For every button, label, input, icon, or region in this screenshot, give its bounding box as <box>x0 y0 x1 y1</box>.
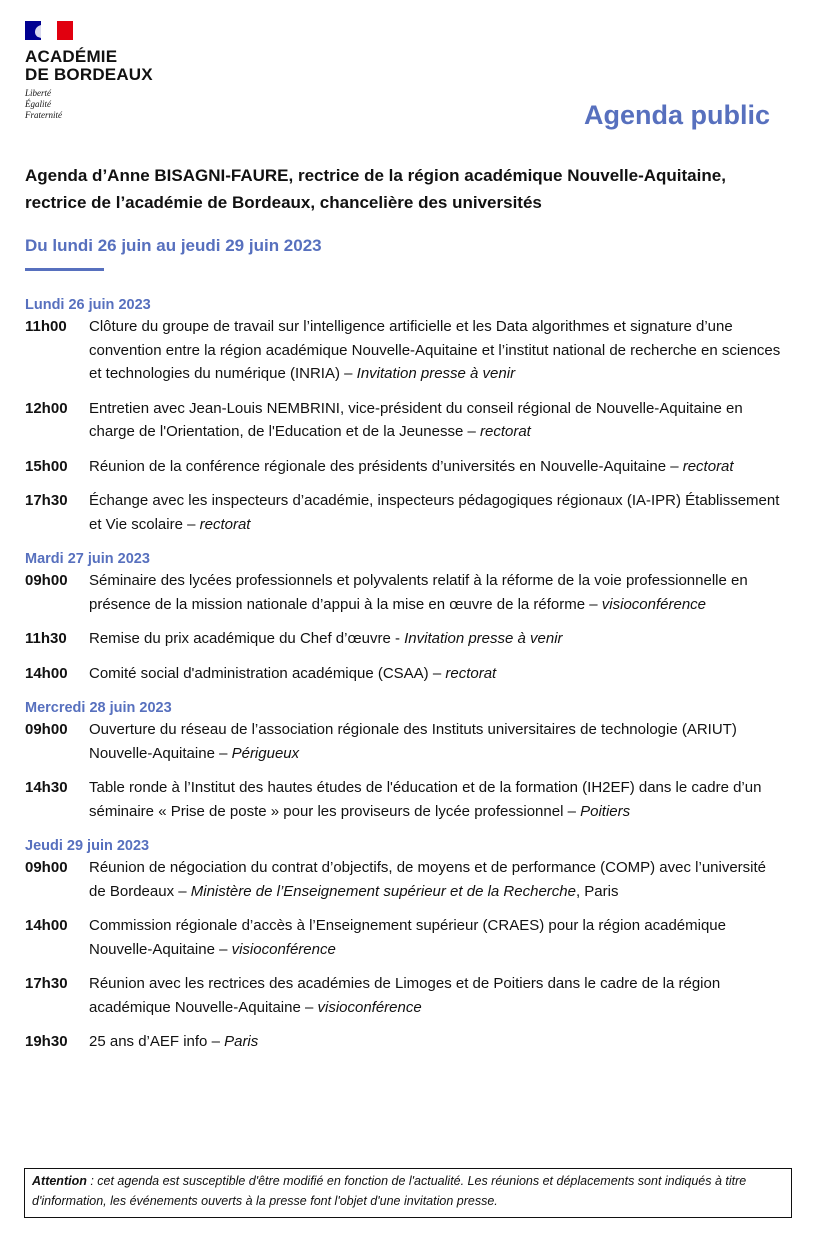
agenda-event <box>25 569 785 616</box>
event-description <box>89 972 785 1019</box>
event-time: 14h30 <box>25 779 68 796</box>
flag-red-band <box>57 21 73 40</box>
event-time: 11h30 <box>25 630 67 647</box>
agenda-event <box>25 627 785 651</box>
agenda-period: Du lundi 26 juin au jeudi 29 juin 2023 <box>25 236 322 255</box>
attention-notice <box>24 1168 792 1218</box>
event-description <box>89 662 785 686</box>
agenda-days <box>25 295 785 1067</box>
event-text: Clôture du groupe de travail sur l’intelligence artificielle et les Data algorithmes et signature d’une convention entre la région académique Nouvelle-Aquitaine et l’institut national de recherche en sciences et technologies du numérique (INRIA) – <box>89 318 781 382</box>
page-title: Agenda public <box>583 100 770 130</box>
day-title: Mardi 27 juin 2023 <box>25 551 150 567</box>
notice-text: : cet agenda est susceptible d'être modifié en fonction de l'actualité. Les réunions et déplacements sont indiqués à titre d'information, les événements ouverts à la presse font l'objet d'une invitation presse. <box>32 1174 747 1208</box>
notice-label: Attention <box>32 1174 87 1188</box>
event-time: 09h00 <box>25 859 68 876</box>
event-description <box>89 856 785 903</box>
republique-flag-icon <box>25 21 73 40</box>
marianne-profile-icon <box>25 21 41 40</box>
event-text: Entretien avec Jean-Louis NEMBRINI, vice-président du conseil régional de Nouvelle-Aquitaine en charge de l'Orientation, de l'Education et de la Jeunesse – <box>89 399 743 440</box>
event-location: visioconférence <box>231 940 336 958</box>
event-time: 19h30 <box>25 1033 68 1050</box>
agenda-day <box>25 836 785 1054</box>
agenda-event <box>25 776 785 823</box>
agenda-event <box>25 718 785 765</box>
agenda-event <box>25 914 785 961</box>
event-location: rectorat <box>682 457 734 475</box>
logo-name-line1: ACADÉMIE <box>25 47 118 66</box>
event-location-suffix: , Paris <box>575 882 619 900</box>
event-description <box>89 569 785 616</box>
event-description <box>89 914 785 961</box>
event-description <box>89 489 785 536</box>
flag-blue-band <box>25 21 41 40</box>
event-time: 09h00 <box>25 721 68 738</box>
event-location: Ministère de l’Enseignement supérieur et de la Recherche <box>190 882 576 900</box>
event-location: rectorat <box>199 515 251 533</box>
agenda-event <box>25 489 785 536</box>
agenda-event <box>25 315 785 386</box>
event-time: 14h00 <box>25 917 68 934</box>
agenda-heading: Agenda d’Anne BISAGNI-FAURE, rectrice de la région académique Nouvelle-Aquitaine, rectrice de l’académie de Bordeaux, chancelière des universités <box>25 166 726 212</box>
logo-name <box>25 48 185 84</box>
agenda-event <box>25 1030 785 1054</box>
event-description <box>89 397 785 444</box>
event-location: Invitation presse à venir <box>404 630 563 647</box>
event-text: Remise du prix académique du Chef d’œuvre - <box>89 630 405 647</box>
event-time: 14h00 <box>25 664 68 682</box>
agenda-event <box>25 455 785 479</box>
event-time: 17h30 <box>25 975 68 992</box>
event-description <box>89 627 785 651</box>
logo-name-line2: DE BORDEAUX <box>25 65 153 84</box>
agenda-day <box>25 295 785 536</box>
event-text: Échange avec les inspecteurs d’académie, inspecteurs pédagogiques régionaux (IA-IPR) Établissement et Vie scolaire – <box>89 492 780 533</box>
event-location: rectorat <box>445 664 497 682</box>
event-location: Invitation presse à venir <box>356 365 516 382</box>
event-time: 15h00 <box>25 457 68 475</box>
event-location: visioconférence <box>601 595 707 613</box>
event-text: 25 ans d’AEF info – <box>89 1033 225 1050</box>
event-time: 17h30 <box>25 492 68 509</box>
event-time: 11h00 <box>25 318 67 335</box>
event-location: Poitiers <box>580 802 631 820</box>
agenda-event <box>25 972 785 1019</box>
day-title: Jeudi 29 juin 2023 <box>25 838 150 854</box>
event-text: Réunion avec les rectrices des académies de Limoges et de Poitiers dans le cadre de la région académique Nouvelle-Aquitaine – <box>89 975 721 1016</box>
event-text: Table ronde à l’Institut des hautes études de l'éducation et de la formation (IH2EF) dans le cadre d’un séminaire « Prise de poste » pour les proviseurs de lycée professionnel – <box>89 779 762 820</box>
event-text: Ouverture du réseau de l’association régionale des Instituts universitaires de technologie (ARIUT) Nouvelle-Aquitaine – <box>89 721 737 762</box>
event-time: 09h00 <box>25 572 68 589</box>
event-description <box>89 718 785 765</box>
event-location: visioconférence <box>317 998 422 1016</box>
event-text: Comité social d'administration académique (CSAA) – <box>89 664 446 682</box>
event-description <box>89 776 785 823</box>
event-location: Périgueux <box>231 744 300 762</box>
agenda-day <box>25 549 785 685</box>
academie-logo <box>25 21 185 121</box>
logo-motto <box>25 88 185 121</box>
agenda-event <box>25 397 785 444</box>
period-underline <box>25 268 104 271</box>
flag-white-band <box>41 21 57 40</box>
event-description <box>89 1030 785 1054</box>
day-title: Mercredi 28 juin 2023 <box>25 700 172 716</box>
event-text: Réunion de négociation du contrat d’objectifs, de moyens et de performance (COMP) avec l’université de Bordeaux – <box>89 859 767 900</box>
motto-liberte: Liberté <box>25 88 51 98</box>
event-text: Réunion de la conférence régionale des présidents d’universités en Nouvelle-Aquitaine – <box>89 457 683 475</box>
motto-egalite: Égalité <box>25 99 51 109</box>
agenda-day <box>25 698 785 823</box>
event-description <box>89 315 785 386</box>
event-text: Séminaire des lycées professionnels et polyvalents relatif à la réforme de la voie professionnelle en présence de la mission nationale d’appui à la mise en œuvre de la réforme – <box>89 572 748 613</box>
event-location: Paris <box>224 1033 259 1050</box>
event-description <box>89 455 785 479</box>
agenda-event <box>25 856 785 903</box>
event-location: rectorat <box>479 423 531 440</box>
motto-fraternite: Fraternité <box>25 110 62 120</box>
event-time: 12h00 <box>25 399 68 417</box>
agenda-event <box>25 662 785 686</box>
event-text: Commission régionale d’accès à l’Enseignement supérieur (CRAES) pour la région académique Nouvelle-Aquitaine – <box>89 917 726 958</box>
day-title: Lundi 26 juin 2023 <box>25 297 151 313</box>
